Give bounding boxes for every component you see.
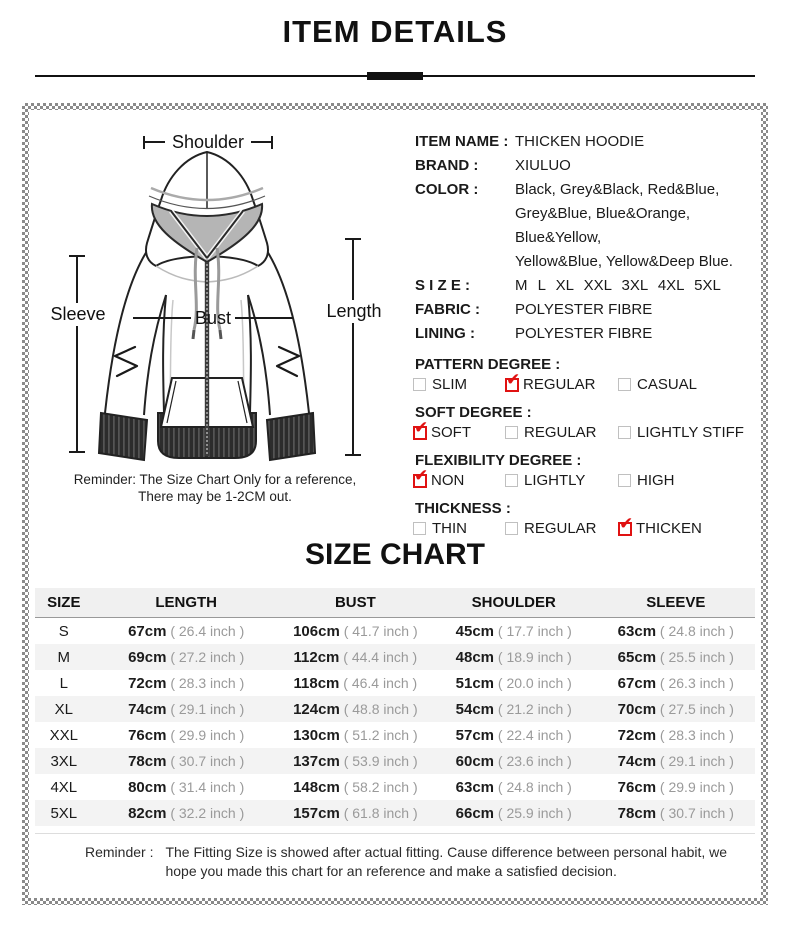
inch-value: ( 21.2 inch ) [494,700,572,717]
size-chart-title: SIZE CHART [305,538,485,571]
info-row-color [415,178,767,274]
column-header-sleeve: SLEEVE [597,588,755,618]
cm-value: 148cm [293,778,340,796]
inch-value: ( 22.4 inch ) [494,726,572,743]
measure-line [133,317,191,319]
degree-section-title: FLEXIBILITY DEGREE : [415,452,582,469]
inch-value: ( 18.9 inch ) [494,648,572,665]
cm-value: 157cm [293,804,340,822]
cm-value: 130cm [293,726,340,744]
option-casual[interactable] [618,375,767,394]
cm-value: 67cm [617,674,657,692]
option-label: THICKEN [636,520,702,537]
inch-value: ( 48.8 inch ) [339,700,418,717]
inch-value: ( 29.1 inch ) [656,752,734,769]
inch-value: ( 58.2 inch ) [339,778,418,795]
checkbox-checked-icon[interactable] [618,513,634,536]
check-icon: ✔ [414,417,429,437]
cm-value: 78cm [617,804,657,822]
table-row-3xl [35,748,755,774]
info-row-lining [415,322,767,346]
cm-value: 106cm [293,622,340,640]
info-value: M L XL XXL 3XL 4XL 5XL [515,277,721,294]
measurement-cell [597,748,755,774]
option-soft[interactable] [413,417,505,442]
degree-section [415,451,767,490]
measurement-cell [280,722,431,748]
measurement-cell [431,774,597,800]
cm-value: 66cm [455,804,495,822]
inch-value: ( 29.9 inch ) [166,726,245,743]
cm-value: 74cm [128,700,167,718]
size-cell: M [57,648,71,666]
size-cell: S [58,622,69,640]
measurement-cell [431,618,597,645]
column-header-length: LENGTH [93,588,280,618]
option-label: NON [431,472,465,489]
degree-section [415,499,767,538]
checkbox-unchecked-icon[interactable] [413,522,426,535]
diagram-reminder-line2: There may be 1-2CM out. [138,489,292,504]
size-cell: XXL [49,726,78,744]
measurement-cell [597,644,755,670]
header-row [35,588,755,618]
cm-value: 80cm [128,778,167,796]
inch-value: ( 53.9 inch ) [339,752,418,769]
info-label: LINING : [415,325,475,342]
option-label: LIGHTLY STIFF [637,424,744,441]
table-row-xl [35,696,755,722]
length-label: Length [323,300,384,323]
measure-line [251,141,271,143]
option-thin[interactable] [413,519,505,538]
measurement-cell [597,618,755,645]
measurement-cell [597,696,755,722]
measurement-cell [280,618,431,645]
inch-value: ( 41.7 inch ) [339,622,418,639]
measurement-cell [431,800,597,826]
option-thicken[interactable] [618,513,767,538]
measurement-cell [597,670,755,696]
option-high[interactable] [618,471,767,490]
inch-value: ( 17.7 inch ) [494,622,572,639]
degree-sections [415,355,767,538]
measurement-cell [431,722,597,748]
inch-value: ( 27.2 inch ) [166,648,245,665]
size-chart-table [35,588,755,826]
degree-options [413,369,767,394]
cm-value: 124cm [293,700,340,718]
cm-value: 63cm [455,778,495,796]
length-measure-line [352,238,354,456]
inch-value: ( 30.7 inch ) [166,752,245,769]
size-cell: 4XL [50,778,78,796]
info-label: ITEM NAME : [415,133,509,150]
info-row-size [415,274,767,298]
column-header-shoulder: SHOULDER [431,588,597,618]
info-value: XIULUO [515,157,571,174]
checkbox-checked-icon[interactable] [413,417,429,440]
title-divider [35,75,755,77]
inch-value: ( 28.3 inch ) [656,726,734,743]
measurement-cell [280,670,431,696]
measurement-cell [280,644,431,670]
hoodie-measurement-diagram [35,115,415,535]
info-label: COLOR : [415,181,479,198]
inch-value: ( 61.8 inch ) [339,804,418,821]
info-row-item-name [415,130,767,154]
cm-value: 72cm [617,726,657,744]
sleeve-measure-line [76,255,78,453]
size-cell: 5XL [50,804,78,822]
checkbox-unchecked-icon[interactable] [618,378,631,391]
content-frame [22,103,768,905]
measurement-cell [93,618,280,645]
degree-section [415,355,767,394]
info-value: THICKEN HOODIE [515,133,645,150]
cm-value: 112cm [293,648,340,666]
cm-value: 63cm [617,622,657,640]
shoulder-measure [143,131,273,153]
inch-value: ( 26.3 inch ) [656,674,734,691]
degree-section-title: THICKNESS : [415,500,511,517]
footer-divider [35,833,755,834]
option-non[interactable] [413,465,505,490]
inch-value: ( 26.4 inch ) [166,622,245,639]
measurement-cell [93,748,280,774]
info-row-brand [415,154,767,178]
info-row-fabric [415,298,767,322]
option-lightly-stiff[interactable] [618,423,767,442]
item-info-panel [415,130,767,538]
size-chart-header [35,588,755,618]
cm-value: 51cm [455,674,495,692]
table-row-s [35,618,755,645]
inch-value: ( 31.4 inch ) [166,778,245,795]
inch-value: ( 29.9 inch ) [656,778,734,795]
info-label: S I Z E : [415,277,471,294]
check-icon: ✔ [506,369,521,389]
checkbox-unchecked-icon[interactable] [505,522,518,535]
inch-value: ( 28.3 inch ) [166,674,245,691]
option-slim[interactable] [413,375,505,394]
cm-value: 54cm [455,700,495,718]
checkbox-checked-icon[interactable] [505,369,521,392]
title-divider-bar [367,72,423,80]
info-rows [415,130,767,346]
option-regular[interactable] [505,369,618,394]
degree-options [413,465,767,490]
measurement-cell [93,696,280,722]
table-row-xxl [35,722,755,748]
inch-value: ( 30.7 inch ) [656,804,734,821]
size-cell: XL [54,700,73,718]
cm-value: 70cm [617,700,657,718]
cm-value: 118cm [293,674,340,692]
inch-value: ( 46.4 inch ) [339,674,418,691]
cm-value: 82cm [128,804,167,822]
footer-reminder [85,843,755,881]
checkbox-unchecked-icon[interactable] [505,426,518,439]
option-label: LIGHTLY [524,472,586,489]
cm-value: 60cm [455,752,495,770]
measure-line [235,317,293,319]
footer-reminder-label: Reminder : [85,844,154,860]
cm-value: 76cm [128,726,167,744]
cm-value: 69cm [128,648,167,666]
option-label: SOFT [431,424,471,441]
content-frame-inner [29,110,761,898]
diagram-reminder-line1: Reminder: The Size Chart Only for a reference, [73,472,357,487]
cm-value: 72cm [128,674,167,692]
option-label: CASUAL [637,376,698,393]
measurement-cell [431,696,597,722]
cm-value: 45cm [455,622,495,640]
measure-line [145,141,165,143]
inch-value: ( 20.0 inch ) [494,674,572,691]
measurement-cell [93,722,280,748]
column-header-size: SIZE [35,588,93,618]
checkbox-unchecked-icon[interactable] [618,474,631,487]
inch-value: ( 32.2 inch ) [166,804,245,821]
inch-value: ( 23.6 inch ) [494,752,572,769]
degree-section-title: PATTERN DEGREE : [415,356,561,373]
measurement-cell [93,670,280,696]
checkbox-unchecked-icon[interactable] [505,474,518,487]
measurement-cell [93,644,280,670]
checkbox-unchecked-icon[interactable] [618,426,631,439]
page-title: ITEM DETAILS [282,14,508,49]
table-row-5xl [35,800,755,826]
column-header-bust: BUST [280,588,431,618]
measurement-cell [431,748,597,774]
option-label: THIN [432,520,467,537]
checkbox-checked-icon[interactable] [413,465,429,488]
measurement-cell [431,644,597,670]
option-label: HIGH [637,472,675,489]
cm-value: 57cm [455,726,495,744]
info-value [515,178,767,274]
option-regular[interactable] [505,519,618,538]
size-chart-body [35,618,755,827]
inch-value: ( 27.5 inch ) [656,700,734,717]
option-label: SLIM [432,376,468,393]
info-value: POLYESTER FIBRE [515,301,653,318]
shoulder-label: Shoulder [171,131,245,152]
table-row-m [35,644,755,670]
option-label: REGULAR [524,520,597,537]
option-lightly[interactable] [505,471,618,490]
table-row-l [35,670,755,696]
table-row-4xl [35,774,755,800]
info-value-line: Yellow&Blue, Yellow&Deep Blue. [515,253,733,270]
measurement-cell [597,722,755,748]
inch-value: ( 51.2 inch ) [339,726,418,743]
measurement-cell [280,696,431,722]
cm-value: 48cm [455,648,495,666]
inch-value: ( 24.8 inch ) [656,622,734,639]
cm-value: 65cm [617,648,657,666]
footer-reminder-text: The Fitting Size is showed after actual fitting. Cause difference between personal habit, we hope you made this chart for an reference and make a satisfied decision. [165,844,728,879]
degree-section-title: SOFT DEGREE : [415,404,532,421]
measurement-cell [93,774,280,800]
measure-cap [271,136,273,149]
cm-value: 78cm [128,752,167,770]
info-label: FABRIC : [415,301,480,318]
cm-value: 76cm [617,778,657,796]
degree-options [413,513,767,538]
cm-value: 137cm [293,752,340,770]
measurement-cell [280,800,431,826]
inch-value: ( 24.8 inch ) [494,778,572,795]
inch-value: ( 29.1 inch ) [166,700,245,717]
option-label: REGULAR [523,376,596,393]
cm-value: 74cm [617,752,657,770]
size-cell: L [59,674,68,692]
info-value: POLYESTER FIBRE [515,325,653,342]
inch-value: ( 44.4 inch ) [339,648,418,665]
measurement-cell [93,800,280,826]
checkbox-unchecked-icon[interactable] [413,378,426,391]
info-value-line: Black, Grey&Black, Red&Blue, [515,181,720,198]
measurement-cell [280,748,431,774]
info-value-line: Grey&Blue, Blue&Orange, Blue&Yellow, [515,205,691,246]
option-regular[interactable] [505,423,618,442]
degree-options [413,417,767,442]
measurement-cell [597,774,755,800]
diagram-reminder [35,471,395,505]
bust-measure [133,307,293,329]
check-icon: ✔ [414,465,429,485]
inch-value: ( 25.9 inch ) [494,804,572,821]
size-cell: 3XL [50,752,78,770]
measurement-cell [280,774,431,800]
info-label: BRAND : [415,157,479,174]
hoodie-illustration [35,115,395,475]
measurement-cell [431,670,597,696]
measurement-cell [597,800,755,826]
cm-value: 67cm [128,622,167,640]
check-icon: ✔ [619,513,634,533]
sleeve-label: Sleeve [47,303,108,326]
option-label: REGULAR [524,424,597,441]
inch-value: ( 25.5 inch ) [656,648,734,665]
degree-section [415,403,767,442]
bust-label: Bust [194,307,232,328]
